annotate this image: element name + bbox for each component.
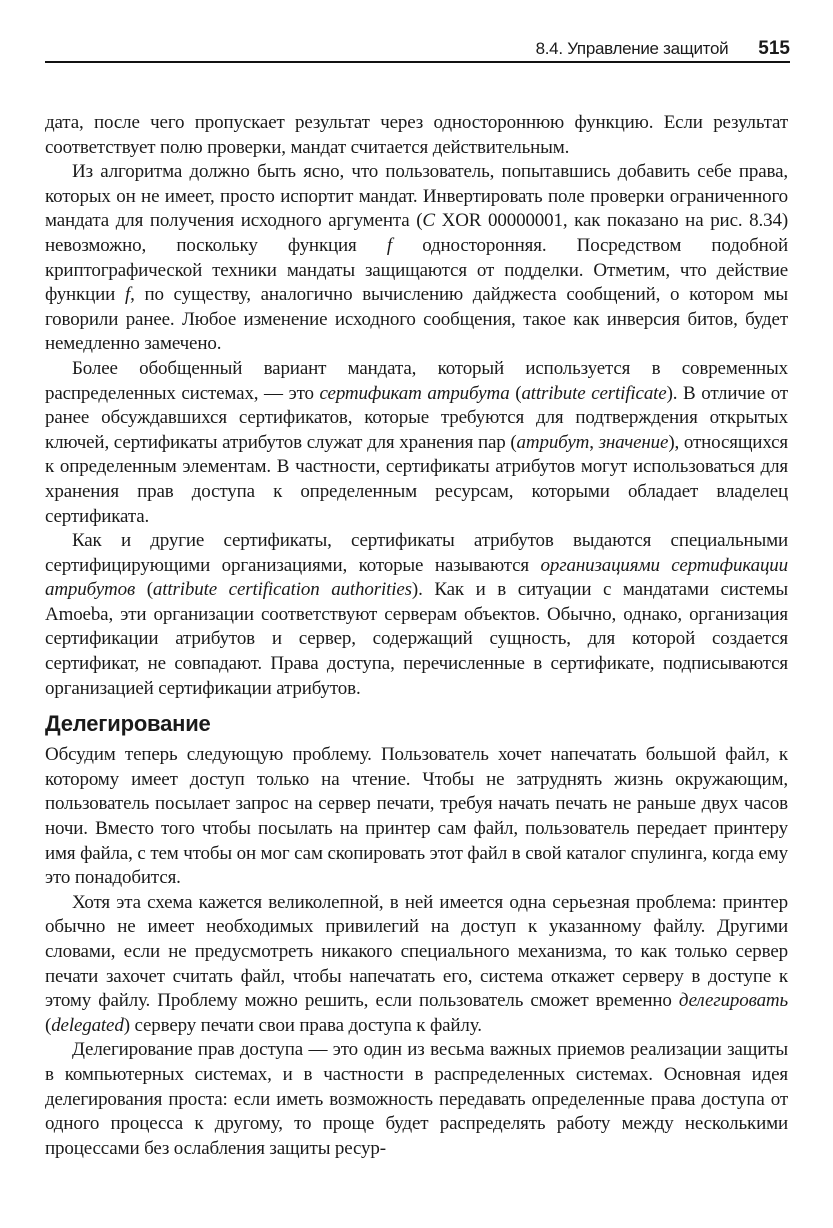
text-run: дата, после чего пропускает результат через одностороннюю функцию. Если результат соответствует полю проверки, мандат считается действительным. bbox=[45, 112, 788, 158]
text-run: Как и другие сертификаты, сертификаты атрибутов выдаются специальными сертифицирующими организациями, которые называются bbox=[45, 530, 788, 576]
italic-term: f bbox=[386, 234, 392, 256]
text-run: Делегирование прав доступа — это один из весьма важных приемов реализации защиты в компьютерных системах, и в частности в распределенных системах. Основная идея делегирования проста: если иметь возможность передавать определенные права доступа от одного процесса к другому, то проще будет распределять работу между несколькими процессами без ослабления защиты ресур- bbox=[45, 1039, 788, 1159]
italic-term: attribute certification authorities bbox=[152, 579, 412, 601]
italic-term: атрибут bbox=[516, 431, 590, 453]
text-run: , bbox=[589, 431, 599, 453]
page-body bbox=[45, 111, 788, 1161]
italic-term: attribute certificate bbox=[521, 382, 667, 404]
running-head: 8.4. Управление защитой bbox=[535, 39, 729, 58]
text-run: ), относящихся к определенным элементам. В частности, сертификаты атрибутов могут использоваться для хранения прав доступа к определенным ресурсам, которыми обладает владелец сертификата. bbox=[45, 431, 788, 527]
italic-term: организациями сертификации атрибутов bbox=[45, 554, 788, 601]
text-run: ). Как и в ситуации с мандатами системы Amoeba, эти организации соответствуют серверам объектов. Обычно, однако, организация сертификации атрибутов и сервер, содержащий сущность, для которой создается сертификат, не совпадают. Права доступа, перечисленные в сертификате, подписываются организацией сертификации атрибутов. bbox=[45, 579, 788, 699]
paragraph bbox=[45, 891, 788, 1039]
paragraph bbox=[45, 111, 788, 160]
text-run: Из алгоритма должно быть ясно, что пользователь, попытавшись добавить себе права, которых он не имеет, просто испортит мандат. Инвертировать поле проверки ограниченного мандата для получения исходного аргумента ( bbox=[45, 161, 788, 232]
paragraph bbox=[45, 357, 788, 529]
text-run: ) серверу печати свои права доступа к файлу. bbox=[123, 1014, 482, 1036]
text-run: односторонняя. Посредством подобной криптографической техники мандаты защищаются от подделки. Отметим, что действие функции bbox=[45, 234, 788, 306]
italic-term: delegated bbox=[51, 1014, 124, 1036]
text-run: ( bbox=[135, 579, 153, 601]
text-run: Более обобщенный вариант мандата, который используется в современных распределенных системах, — это bbox=[45, 357, 788, 404]
italic-term: C bbox=[422, 210, 435, 232]
pre-section-paragraphs bbox=[45, 111, 788, 701]
paragraph bbox=[45, 1038, 788, 1161]
page-header bbox=[45, 30, 790, 63]
text-run: ( bbox=[509, 382, 522, 404]
paragraph bbox=[45, 529, 788, 701]
text-run: Обсудим теперь следующую проблему. Пользователь хочет напечатать большой файл, к которому имеет доступ только на чтение. Чтобы не затруднять жизнь окружающим, пользователь посылает запрос на сервер печати, требуя начать печать не раньше двух часов ночи. Вместо того чтобы посылать на принтер сам файл, пользователь передает принтеру имя файла, с тем чтобы он мог сам скопировать этот файл в свой каталог спулинга, когда ему это понадобится. bbox=[45, 744, 788, 889]
page-number: 515 bbox=[758, 38, 790, 59]
text-run: , по существу, аналогично вычислению дайджеста сообщений, о котором мы говорили ранее. Любое изменение исходного сообщения, такое как инверсия битов, будет немедленно замечено. bbox=[45, 284, 788, 355]
text-run: Хотя эта схема кажется великолепной, в ней имеется одна серьезная проблема: принтер обычно не имеет необходимых привилегий на доступ к указанному файлу. Другими словами, если не предусмотреть никакого специального механизма, то как только сервер печати захочет считать файл, чтобы напечатать его, система откажет серверу в доступе к этому файлу. Проблему можно решить, если пользователь сможет временно bbox=[45, 891, 788, 1012]
text-run: XOR 00000001, как показано на рис. 8.34) невозможно, поскольку функция bbox=[45, 210, 788, 256]
italic-term: делегировать bbox=[678, 990, 788, 1012]
section-paragraphs bbox=[45, 743, 788, 1161]
paragraph bbox=[45, 743, 788, 891]
section-heading: Делегирование bbox=[45, 711, 211, 737]
italic-term: f bbox=[124, 284, 131, 306]
italic-term: сертификат атрибута bbox=[319, 382, 510, 404]
paragraph bbox=[45, 160, 788, 357]
text-run: ( bbox=[45, 1014, 52, 1036]
italic-term: значение bbox=[598, 431, 669, 453]
text-run: ). В отличие от ранее обсуждавшихся сертификатов, которые требуются для подтверждения открытых ключей, сертификаты атрибутов служат для хранения пар ( bbox=[45, 382, 788, 453]
